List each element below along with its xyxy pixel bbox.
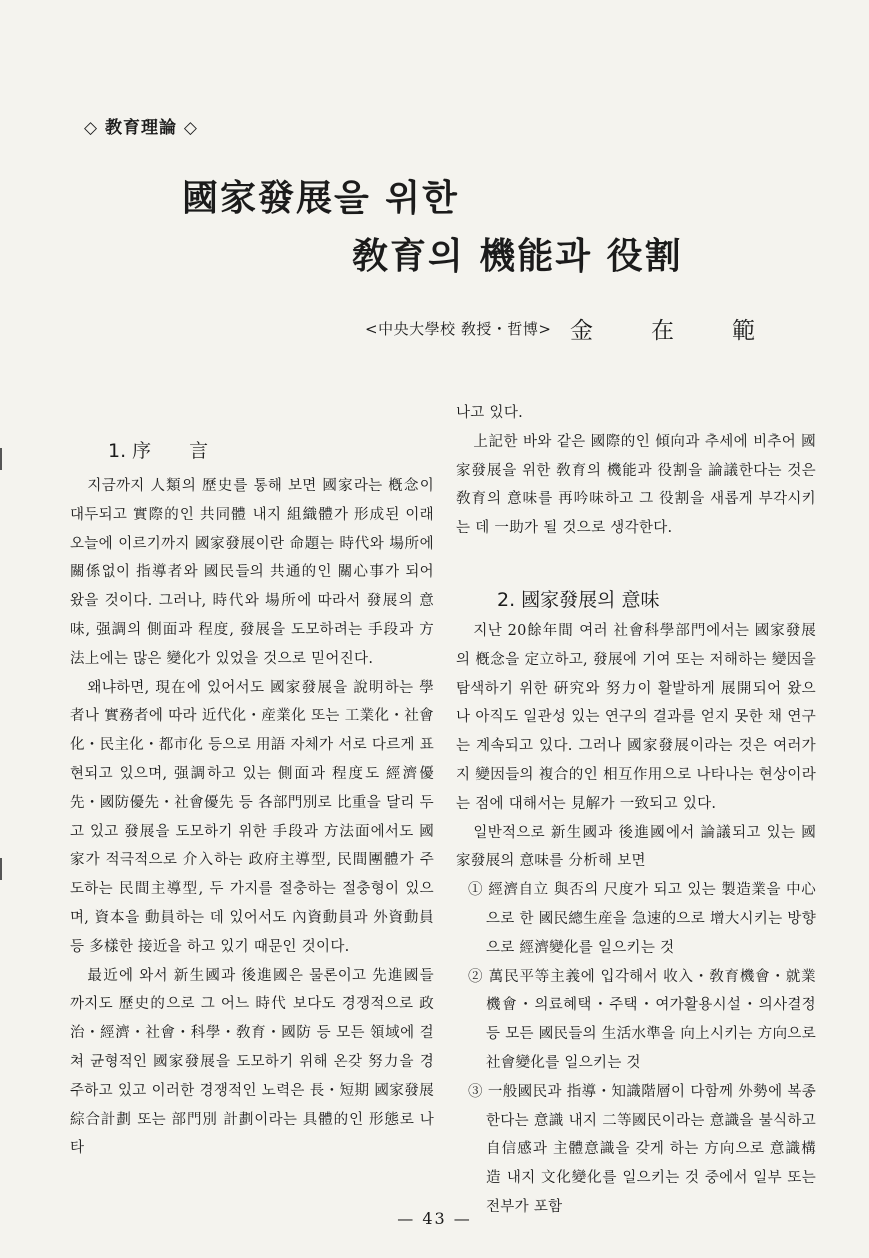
title-line-1: 國家發展을 위한 — [182, 177, 459, 219]
author-affiliation: <中央大學校 敎授・哲博> — [365, 320, 552, 338]
list-item: ① 經濟自立 與否의 尺度가 되고 있는 製造業을 中心으로 한 國民總生産을 急速的으로 增大시키는 방향으로 經濟變化를 일으키는 것 — [468, 882, 816, 956]
author-char: 範 — [732, 318, 755, 344]
page-number: — 43 — — [397, 1209, 472, 1228]
paragraph: 最近에 와서 新生國과 後進國은 물론이고 先進國들 까지도 歷史的으로 그 어느 時代 보다도 경쟁적으로 政治・經濟・社會・科學・敎育・國防 등 모든 領域에 걸쳐 균형적인 國家發展을 도모하기 위해 온갖 努力을 경주하고 있고 이러한 경쟁적인 노력은 長・短期 國家發展綜合計劃 또는 部門別 計劃이라는 具體的인 形態로 나타 — [70, 967, 434, 1157]
paragraph-continuation: 나고 있다. — [456, 405, 524, 421]
section-tag: ◇ 教育理論 ◇ — [84, 118, 198, 138]
title-line-2: 敎育의 機能과 役割 — [352, 235, 683, 277]
paragraph: 上記한 바와 같은 國際的인 傾向과 추세에 비추어 國家發展을 위한 敎育의 機能과 役割을 論議한다는 것은 敎育의 意味를 再吟味하고 그 役割을 새롭게 부각시키는 데 一助가 될 것으로 생각한다. — [456, 433, 816, 537]
paragraph: 지난 20餘年間 여러 社會科學部門에서는 國家發展의 槪念을 定立하고, 發展에 기여 또는 저해하는 變因을 탐색하기 위한 硏究와 努力이 활발하게 展開되어 왔으나 아직도 일관성 있는 연구의 결과를 얻지 못한 채 연구는 계속되고 있다. 그러나 國家發展이라는 것은 여러가지 變因들의 複合的인 相互作用으로 나타나는 현상이라는 점에 대해서는 見解가 一致되고 있다. — [456, 622, 816, 812]
section-heading-2: 2. 國家發展의 意味 — [497, 589, 660, 611]
paragraph: 일반적으로 新生國과 後進國에서 論議되고 있는 國家發展의 意味를 分析해 보면 — [456, 824, 816, 870]
right-column — [456, 399, 816, 1222]
author-char: 金 — [570, 318, 593, 344]
author-char: 在 — [651, 318, 674, 344]
paragraph: 왜냐하면, 現在에 있어서도 國家發展을 說明하는 學者나 實務者에 따라 近代化・産業化 또는 工業化・社會化・民主化・都市化 등으로 用語 자체가 서로 다르게 표현되고 있으며, 强調하고 있는 側面과 程度도 經濟優先・國防優先・社會優先 등 各部門別로 比重을 달리 두고 있고 發展을 도모하기 위한 手段과 方法面에서도 國家가 적극적으로 介入하는 政府主導型, 民間團體가 주도하는 民間主導型, 두 가지를 절충하는 절충형이 있으며, 資本을 動員하는 데 있어서도 內資動員과 外資動員 등 多樣한 接近을 하고 있기 때문인 것이다. — [70, 679, 434, 955]
list-item: ③ 一般國民과 指導・知識階層이 다함께 外勢에 복종한다는 意識 내지 二等國民이라는 意識을 불식하고 自信感과 主體意識을 갖게 하는 方向으로 意識構造 내지 文化變化를 일으키는 것 중에서 일부 또는 전부가 포함 — [468, 1083, 816, 1215]
margin-mark — [0, 448, 2, 470]
left-column — [70, 472, 434, 1163]
margin-mark — [0, 858, 2, 880]
author-name — [570, 312, 755, 345]
list-item: ② 萬民平等主義에 입각해서 收入・敎育機會・就業機會・의료혜택・주택・여가활용시설・의사결정 등 모든 國民들의 生活水準을 向上시키는 方向으로 社會變化를 일으키는 것 — [468, 968, 816, 1071]
section-heading-1: 1. 序 言 — [108, 440, 209, 462]
numbered-list — [456, 876, 816, 1222]
paragraph: 지금까지 人類의 歷史를 통해 보면 國家라는 槪念이 대두되고 實際的인 共同體 내지 組織體가 形成된 이래 오늘에 이르기까지 國家發展이란 命題는 時代와 場所에 關係없이 指導者와 國民들의 共通的인 關心事가 되어 왔을 것이다. 그러나, 時代와 場所에 따라서 發展의 意味, 强調의 側面과 程度, 發展을 도모하려는 手段과 方法上에는 많은 變化가 있었을 것으로 믿어진다. — [70, 478, 434, 667]
